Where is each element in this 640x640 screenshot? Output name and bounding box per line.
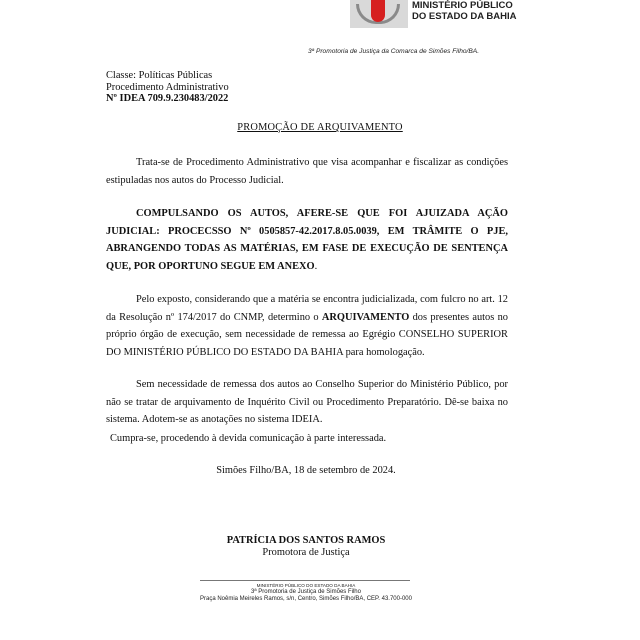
meta-idea-number: Nº IDEA 709.9.230483/2022 [106, 93, 229, 105]
mp-ba-logo [350, 0, 517, 28]
signatory-role: Promotora de Justiça [262, 547, 350, 558]
meta-classe: Classe: Políticas Públicas [106, 70, 213, 81]
paragraph-5: Cumpra-se, procedendo à devida comunicação à parte interessada. [110, 433, 387, 444]
paragraph-4: Sem necessidade de remessa dos autos ao Conselho Superior do Ministério Público, por não se tratar de arquivamento de Inquérito Civil ou Procedimento Preparatório. Dê-se baixa no sistema. Adotem-se as anotações no sistema IDEIA. [106, 379, 508, 425]
page-footer [0, 583, 612, 603]
case-metadata [106, 70, 229, 105]
meta-procedimento: Procedimento Administrativo [106, 81, 229, 93]
org-line2: DO ESTADO DA BAHIA [412, 11, 517, 22]
footer-line1: MINISTÉRIO PÚBLICO DO ESTADO DA BAHIA [256, 583, 356, 588]
document-date: Simões Filho/BA, 18 de setembro de 2024. [216, 465, 396, 476]
paragraph-3: Pelo exposto, considerando que a matéria se encontra judicializada, com fulcro no art. 12 da Resolução nº 174/2017 do CNMP, determino o ARQUIVAMENTO dos presentes autos no próprio órgão de execução, sem necessidade de remessa ao Egrégio CONSELHO SUPERIOR DO MINISTÉRIO PÚBLICO DO ESTADO DA BAHIA para homologação. [106, 294, 508, 358]
logo-emblem-icon [350, 0, 408, 28]
org-line1: MINISTÉRIO PÚBLICO [412, 0, 513, 11]
signatory-name: PATRÍCIA DOS SANTOS RAMOS [226, 535, 386, 546]
footer-line2: 3ª Promotoria de Justiça de Simões Filho [251, 589, 361, 595]
logo-text [412, 0, 517, 22]
footer-line3: Praça Noêmia Meireles Ramos, s/n, Centro, Simões Filho/BA, CEP. 43.700-000 [200, 596, 412, 602]
paragraph-1: Trata-se de Procedimento Administrativo que visa acompanhar e fiscalizar as condições estipuladas nos autos do Processo Judicial. [106, 157, 508, 186]
paragraph-2: COMPULSANDO OS AUTOS, AFERE-SE QUE FOI AJUIZADA AÇÃO JUDICIAL: PROCECSSO Nº 0505857-42.2017.8.05.0039, EM TRÂMITE O PJE, ABRANGENDO TODAS AS MATÉRIAS, EM FASE DE EXECUÇÃO DE SENTENÇA QUE, POR OPORTUNO SEGUE EM ANEXO. [106, 208, 508, 272]
header-subtitle: 3ª Promotoria de Justiça da Comarca de Simões Filho/BA. [308, 48, 480, 55]
footer-divider [200, 580, 410, 581]
document-title: PROMOÇÃO DE ARQUIVAMENTO [237, 122, 403, 133]
